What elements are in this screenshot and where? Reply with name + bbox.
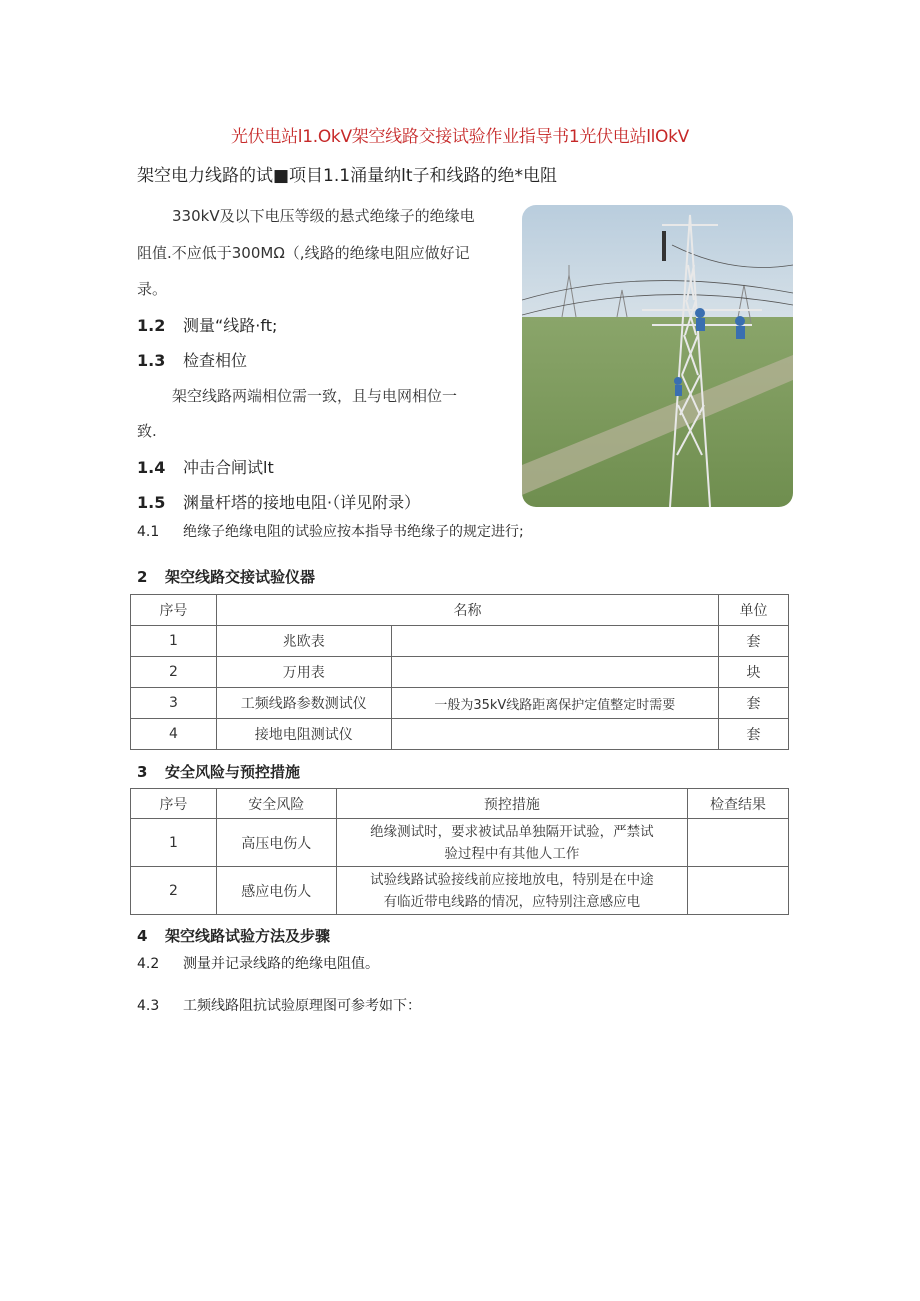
risk-table <box>130 788 789 915</box>
section-number: 2 <box>137 568 148 586</box>
table-cell: 2 <box>131 867 217 915</box>
table-row <box>131 657 789 688</box>
section-heading-4 <box>137 925 330 946</box>
document-subtitle: 架空电力线路的试■项目1.1涌量纳lt子和线路的绝*电阻 <box>137 166 557 186</box>
note-4-2 <box>137 953 379 973</box>
note-text: 绝缘子绝缘电阻的试验应按本指导书绝缘子的规定进行; <box>183 524 524 540</box>
section-number: 3 <box>137 763 148 781</box>
table-header: 安全风险 <box>216 789 336 819</box>
table-cell: 高压电伤人 <box>216 819 336 867</box>
note-4-3 <box>137 995 421 1015</box>
table-cell: 接地电阻测试仪 <box>216 719 391 750</box>
note-number: 4.3 <box>137 998 160 1014</box>
note-text: 工频线路阻抗试验原理图可参考如下： <box>183 998 421 1014</box>
item-1-4 <box>137 455 274 478</box>
note-text: 测量并记录线路的绝缘电阻值。 <box>183 956 379 972</box>
table-cell: 1 <box>131 626 217 657</box>
section-title: 安全风险与预控措施 <box>165 763 301 781</box>
table-cell: 1 <box>131 819 217 867</box>
paragraph-line: 330kV及以下电压等级的悬式绝缘子的绝缘电 <box>172 207 475 225</box>
section-number: 4 <box>137 927 148 945</box>
section-title: 架空线路试验方法及步骤 <box>165 927 331 945</box>
item-number: 1.5 <box>137 493 166 512</box>
table-cell <box>688 819 789 867</box>
section-heading-2 <box>137 566 315 587</box>
table-cell: 感应电伤人 <box>216 867 336 915</box>
item-number: 1.3 <box>137 351 166 370</box>
item-text: 测量“线路·ft; <box>183 316 278 335</box>
table-header-row <box>131 595 789 626</box>
item-1-5 <box>137 490 420 513</box>
item-text: 冲击合闸试lt <box>183 458 274 477</box>
table-cell: 套 <box>719 626 789 657</box>
table-header-row <box>131 789 789 819</box>
note-number: 4.1 <box>137 524 160 540</box>
table-cell-measure <box>336 867 687 915</box>
table-cell <box>391 657 718 688</box>
table-cell: 兆欧表 <box>216 626 391 657</box>
measure-line: 有临近带电线路的情况，应特别注意感应电 <box>383 893 641 910</box>
section-heading-3 <box>137 761 300 782</box>
paragraph-line: 致. <box>137 422 157 440</box>
paragraph-line: 录。 <box>137 280 168 298</box>
table-cell: 4 <box>131 719 217 750</box>
table-header: 检查结果 <box>688 789 789 819</box>
section-title: 架空线路交接试验仪器 <box>165 568 316 586</box>
table-row <box>131 819 789 867</box>
table-cell <box>688 867 789 915</box>
note-4-1 <box>137 521 524 541</box>
table-header: 序号 <box>131 595 217 626</box>
table-header: 序号 <box>131 789 217 819</box>
item-number: 1.2 <box>137 316 166 335</box>
table-header: 单位 <box>719 595 789 626</box>
transmission-tower-photo <box>522 205 793 507</box>
table-row <box>131 719 789 750</box>
table-cell: 套 <box>719 688 789 719</box>
table-cell <box>391 719 718 750</box>
table-cell-measure <box>336 819 687 867</box>
paragraph-line: 阻值.不应低于300MΩ（,线路的绝缘电阻应做好记 <box>137 244 470 262</box>
table-row <box>131 688 789 719</box>
note-number: 4.2 <box>137 956 160 972</box>
table-row <box>131 867 789 915</box>
item-text: 渊量杆塔的接地电阻·（详见附录） <box>183 493 421 512</box>
table-cell: 块 <box>719 657 789 688</box>
item-number: 1.4 <box>137 458 166 477</box>
document-title: 光伏电站l1.OkV架空线路交接试验作业指导书1光伏电站llOkV <box>230 127 689 147</box>
table-cell: 套 <box>719 719 789 750</box>
table-cell: 万用表 <box>216 657 391 688</box>
item-text: 检查相位 <box>183 351 248 370</box>
table-row <box>131 626 789 657</box>
measure-line: 绝缘测试时，要求被试品单独隔开试验，严禁试 <box>370 823 654 840</box>
table-cell: 3 <box>131 688 217 719</box>
instrument-table <box>130 594 789 750</box>
table-cell: 工频线路参数测试仪 <box>216 688 391 719</box>
table-cell: 一般为35kV线路距离保护定值整定时需要 <box>391 688 718 719</box>
table-cell: 2 <box>131 657 217 688</box>
item-1-3 <box>137 348 247 371</box>
table-header: 预控措施 <box>336 789 687 819</box>
table-cell <box>391 626 718 657</box>
item-1-2 <box>137 313 277 336</box>
measure-line: 验过程中有其他人工作 <box>444 845 580 862</box>
measure-line: 试验线路试验接线前应接地放电，特别是在中途 <box>370 871 654 888</box>
paragraph-line: 架空线路两端相位需一致，且与电网相位一 <box>172 387 458 405</box>
table-header: 名称 <box>216 595 718 626</box>
